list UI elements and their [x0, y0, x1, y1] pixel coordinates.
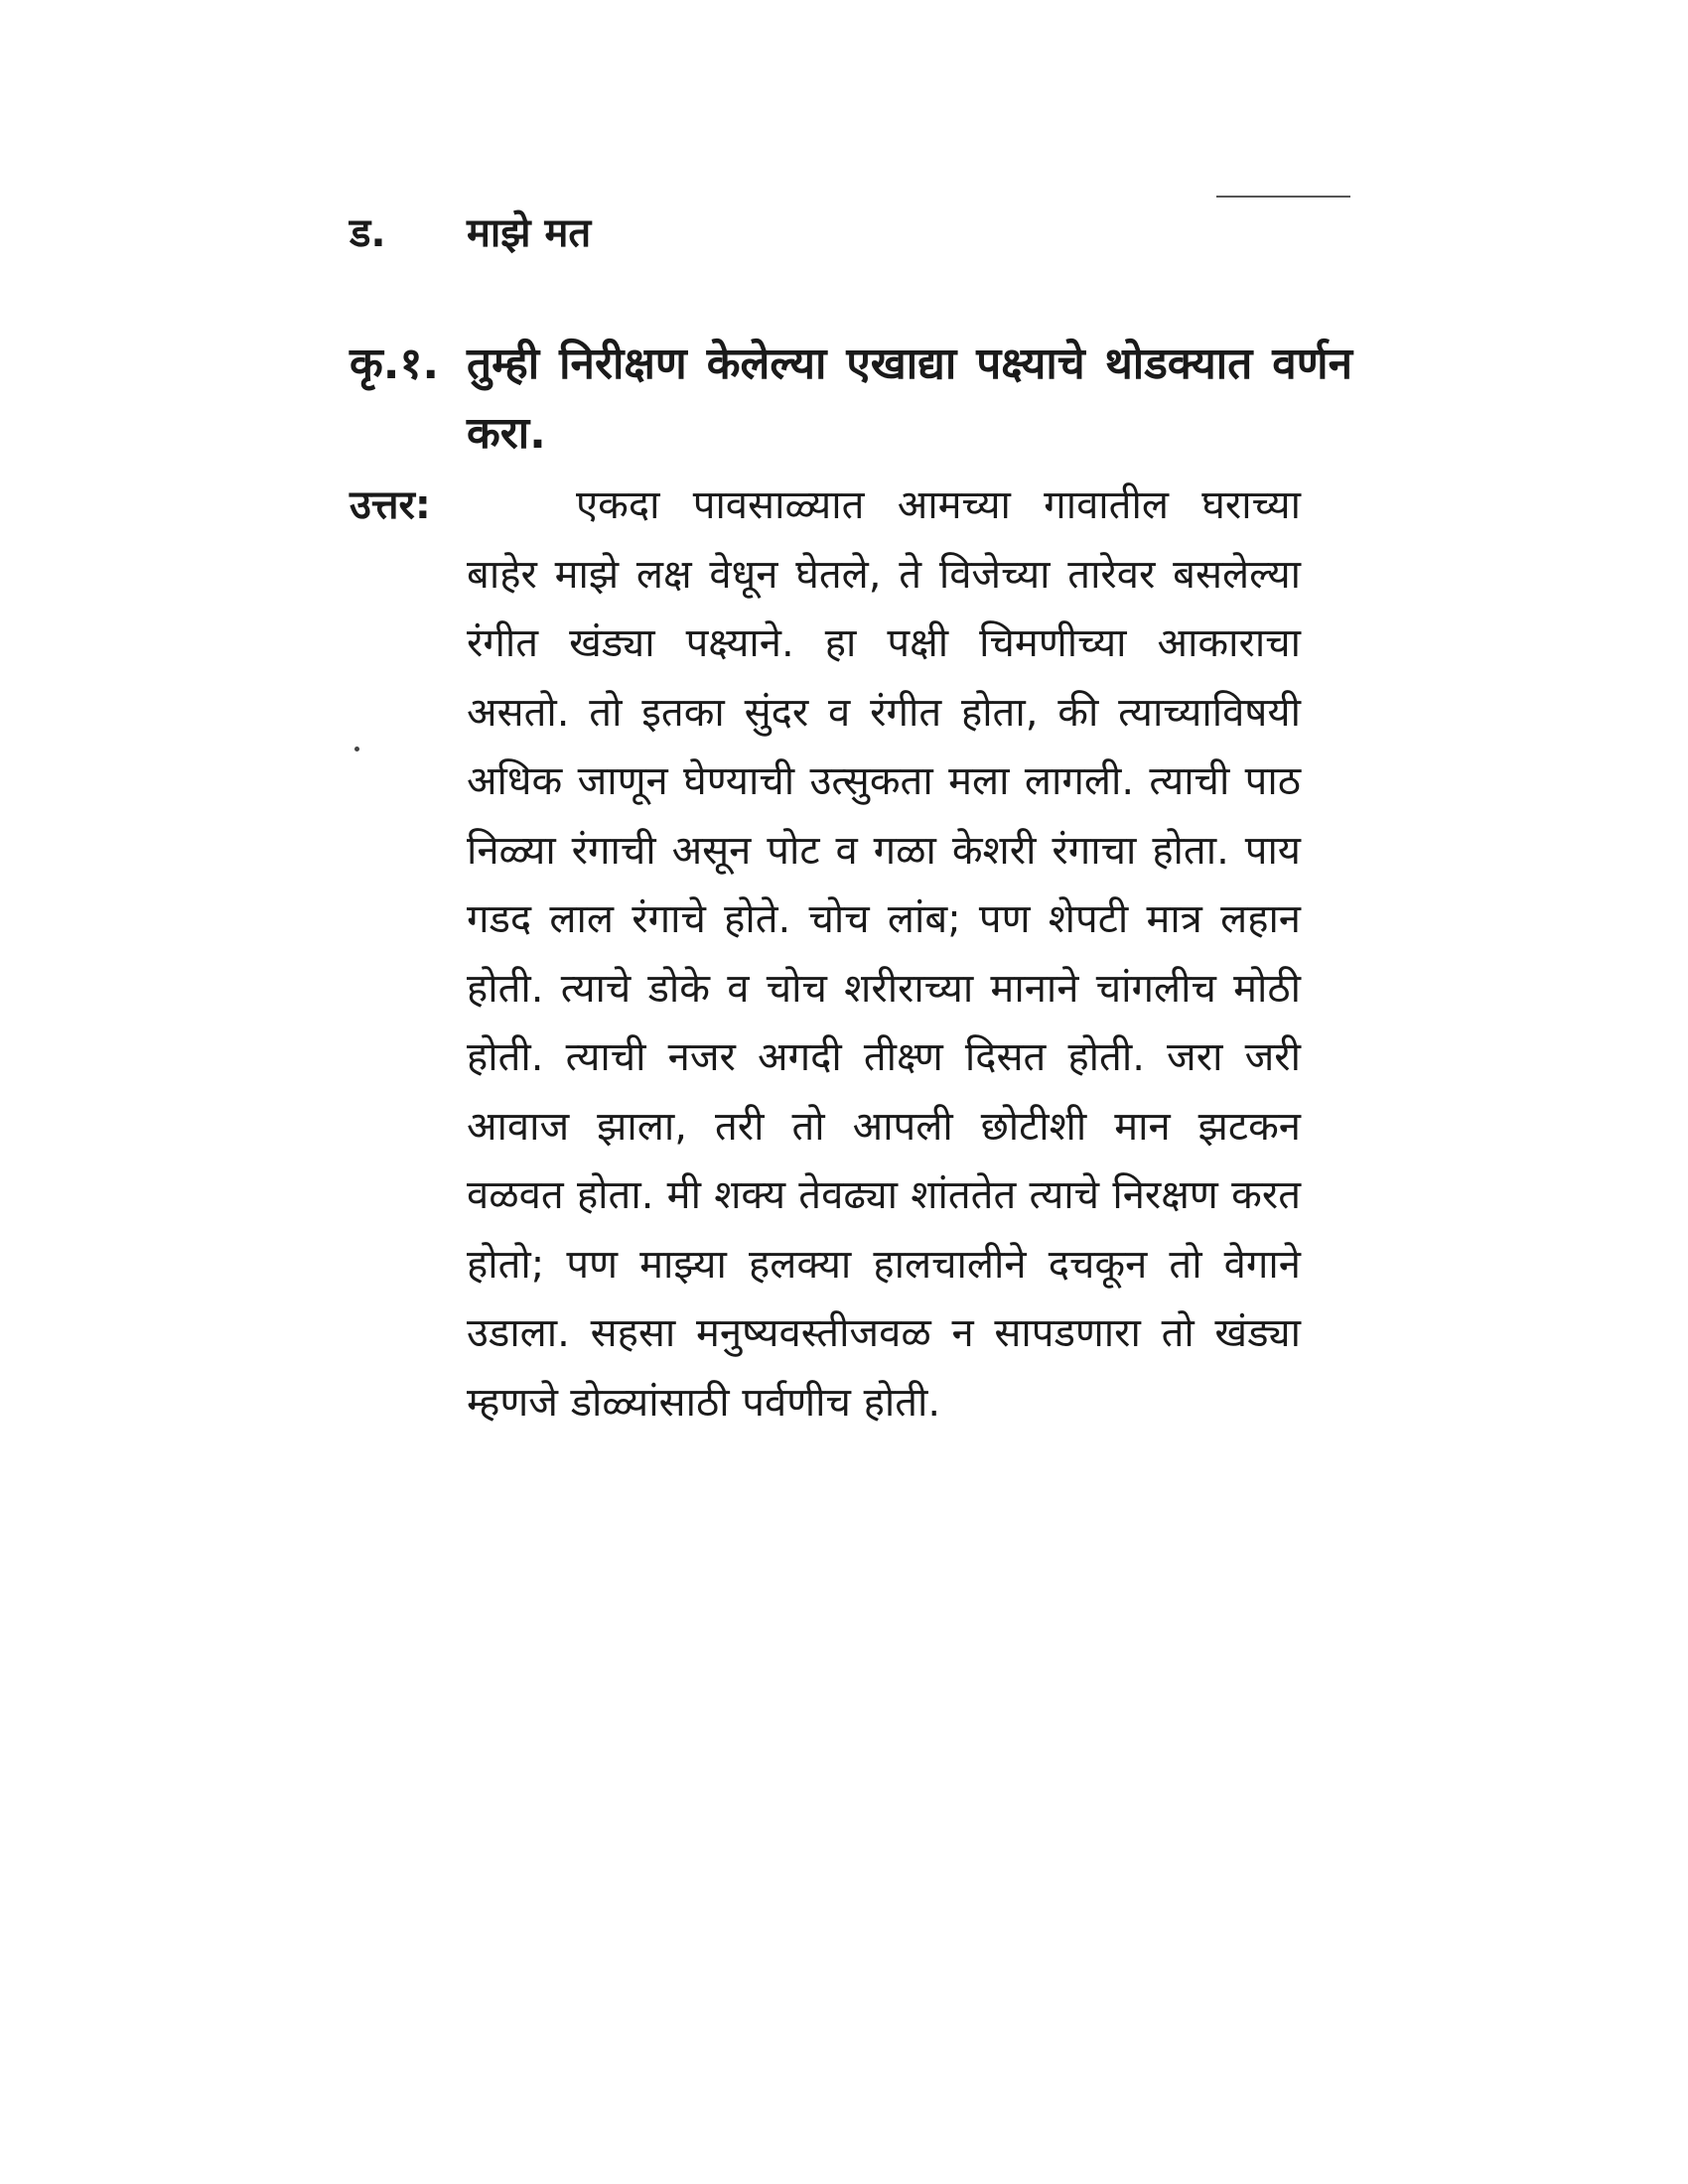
section-letter: ड.: [350, 210, 386, 256]
stray-ink-dot: [354, 747, 359, 751]
question-number: कृ.१.: [350, 339, 440, 389]
top-rule-line: [1216, 196, 1350, 198]
section-heading: [350, 204, 1342, 263]
answer-text: एकदा पावसाळ्यात आमच्या गावातील घराच्या बाहेर माझे लक्ष वेधून घेतले, ते विजेच्या तारेवर बसलेल्या रंगीत खंड्या पक्ष्याने. हा पक्षी चिमणीच्या आकाराचा असतो. तो इतका सुंदर व रंगीत होता, की त्याच्याविषयी अधिक जाणून घेण्याची उत्सुकता मला लागली. त्याची पाठ निळ्या रंगाची असून पोट व गळा केशरी रंगाचा होता. पाय गडद लाल रंगाचे होते. चोच लांब; पण शेपटी मात्र लहान होती. त्याचे डोके व चोच शरीराच्या मानाने चांगलीच मोठी होती. त्याची नजर अगदी तीक्ष्ण दिसत होती. जरा जरी आवाज झाला, तरी तो आपली छोटीशी मान झटकन वळवत होता. मी शक्य तेवढ्या शांततेत त्याचे निरक्षण करत होतो; पण माझ्या हलक्या हालचालीने दचकून तो वेगाने उडाला. सहसा मनुष्यवस्तीजवळ न सापडणारा तो खंड्या म्हणजे डोळ्यांसाठी पर्वणीच होती.: [467, 482, 1301, 1426]
question-block: [350, 330, 1352, 469]
section-title: माझे मत: [467, 210, 592, 256]
question-text: तुम्ही निरीक्षण केलेल्या एखाद्या पक्ष्याचे थोडक्यात वर्णन करा.: [467, 339, 1352, 459]
answer-block: [350, 472, 1352, 1437]
answer-label: उत्तर:: [350, 482, 431, 528]
